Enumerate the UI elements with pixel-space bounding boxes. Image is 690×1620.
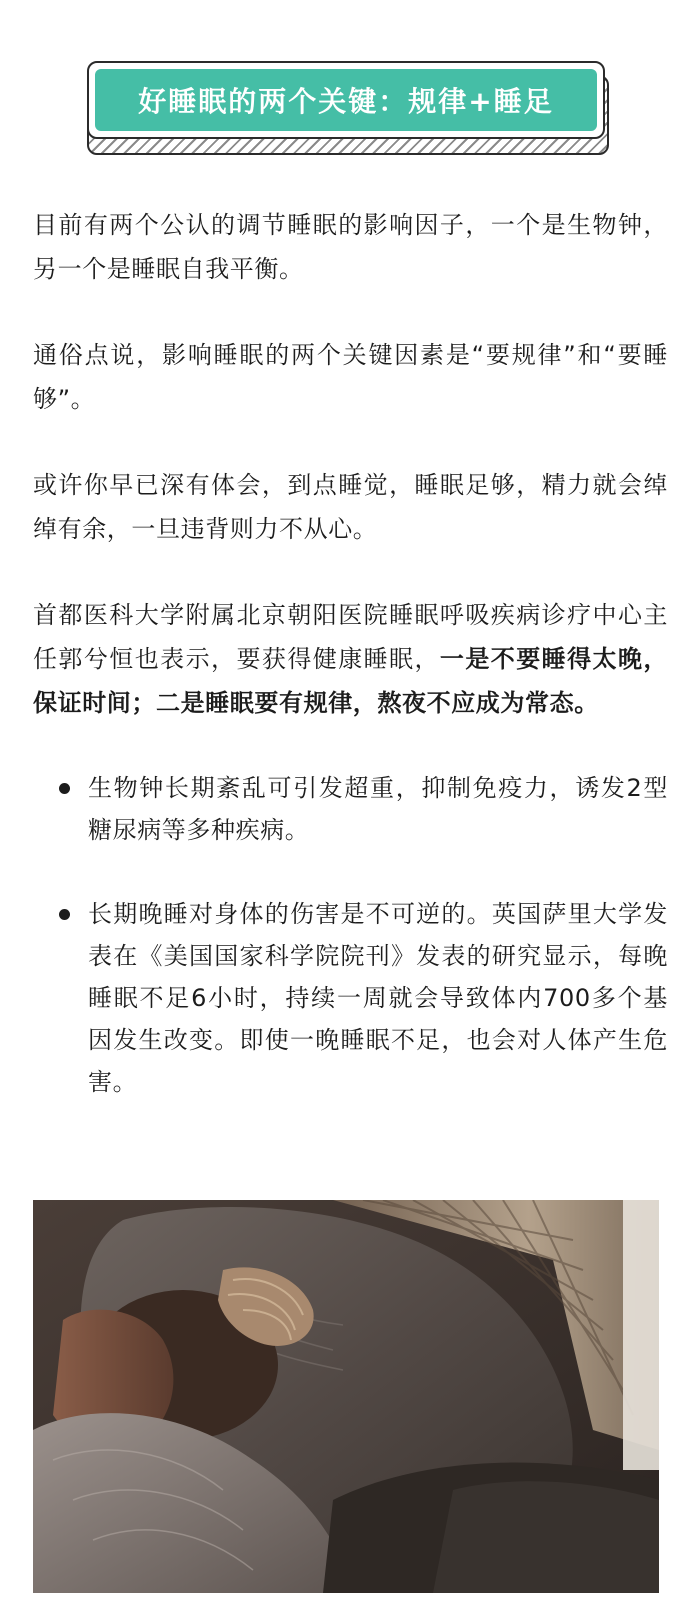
section-title: 好睡眠的两个关键：规律+睡足 xyxy=(95,69,597,131)
paragraph-3: 或许你早已深有体会，到点睡觉，睡眠足够，精力就会绰绰有余，一旦违背则力不从心。 xyxy=(33,471,668,543)
paragraph-4-text: 首都医科大学附属北京朝阳医院睡眠呼吸疾病诊疗中心主任郭兮恒也表示，要获得健康睡眠， xyxy=(33,601,668,673)
bullet-text: 生物钟长期紊乱可引发超重，抑制免疫力，诱发2型糖尿病等多种疾病。 xyxy=(88,774,668,844)
paragraph-4-emphasis: 一是不要睡得太晚，保证时间；二是睡眠要有规律，熬夜不应成为常态。 xyxy=(33,645,668,717)
list-item xyxy=(33,893,668,1103)
article-body xyxy=(33,203,668,1145)
paragraph-1: 目前有两个公认的调节睡眠的影响因子，一个是生物钟，另一个是睡眠自我平衡。 xyxy=(33,211,668,283)
bullet-dot-icon xyxy=(59,783,70,794)
sleeping-person-photo xyxy=(33,1200,659,1593)
list-item xyxy=(33,767,668,851)
bullet-text: 长期晚睡对身体的伤害是不可逆的。英国萨里大学发表在《美国国家科学院院刊》发表的研究显示，每晚睡眠不足6小时，持续一周就会导致体内700多个基因发生改变。即使一晚睡眠不足，也会对人体产生危害。 xyxy=(88,900,668,1096)
bullet-dot-icon xyxy=(59,909,70,920)
title-badge-frame xyxy=(87,61,605,139)
bullet-list xyxy=(33,767,668,1103)
title-badge xyxy=(87,61,609,153)
paragraph-4 xyxy=(33,593,668,725)
paragraph-2: 通俗点说，影响睡眠的两个关键因素是“要规律”和“要睡够”。 xyxy=(33,341,668,413)
